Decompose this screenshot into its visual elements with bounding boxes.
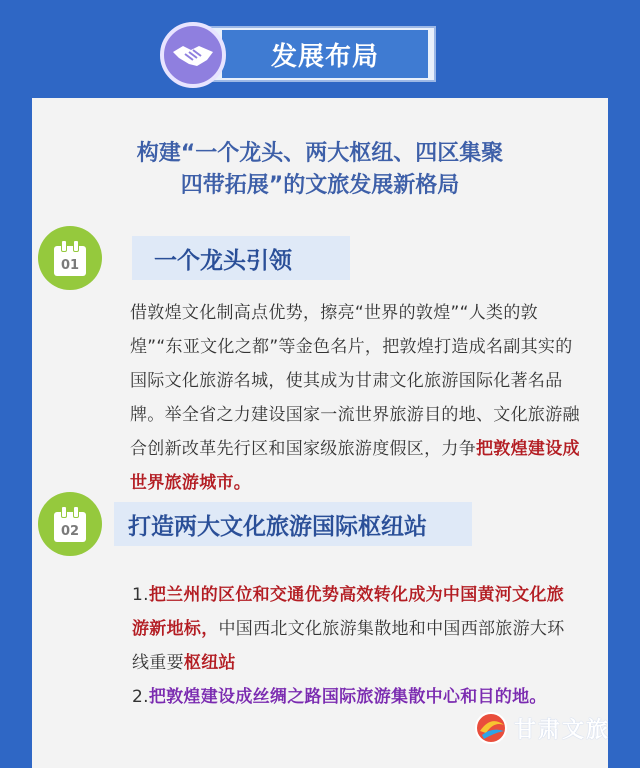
page-headline <box>32 138 608 202</box>
headline-line-2: 四带拓展”的文旅发展新格局 <box>180 173 460 198</box>
section-badge-02 <box>38 492 102 556</box>
section-2-list <box>132 578 578 714</box>
section-title-2: 打造两大文化旅游国际枢纽站 <box>114 502 472 546</box>
calendar-icon: 01 <box>54 246 86 276</box>
brand-logo <box>474 708 610 748</box>
headline-line-1: 构建“一个龙头、两大枢纽、四区集聚 <box>136 141 504 166</box>
list-item-2: 2.把敦煌建设成丝绸之路国际旅游集散中心和目的地。 <box>132 687 547 707</box>
section-badge-01 <box>38 226 102 290</box>
logo-text: 甘肃文旅 <box>514 717 611 743</box>
section-1-highlight: 把敦煌建设成世界旅游城市。 <box>130 439 580 493</box>
section-1-paragraph: 借敦煌文化制高点优势，擦亮“世界的敦煌”“人类的敦煌”“东亚文化之都”等金色名片，把敦煌打造成名副其实的国际文化旅游名城，使其成为甘肃文化旅游国际化著名品牌。举全省之力建设国家一流世界旅游目的地、文化旅游融合创新改革先行区和国家级旅游度假区，力争把敦煌建设成世界旅游城市。 <box>130 303 580 493</box>
section-banner-title: 发展布局 <box>222 30 428 78</box>
handshake-icon <box>160 22 226 88</box>
section-title-1: 一个龙头引领 <box>132 236 350 280</box>
gansu-culture-tourism-logo-icon <box>474 711 508 745</box>
calendar-icon: 02 <box>54 512 86 542</box>
list-item-1: 1.把兰州的区位和交通优势高效转化成为中国黄河文化旅游新地标，中国西北文化旅游集散地和中国西部旅游大环线重要枢纽站 <box>132 585 565 673</box>
